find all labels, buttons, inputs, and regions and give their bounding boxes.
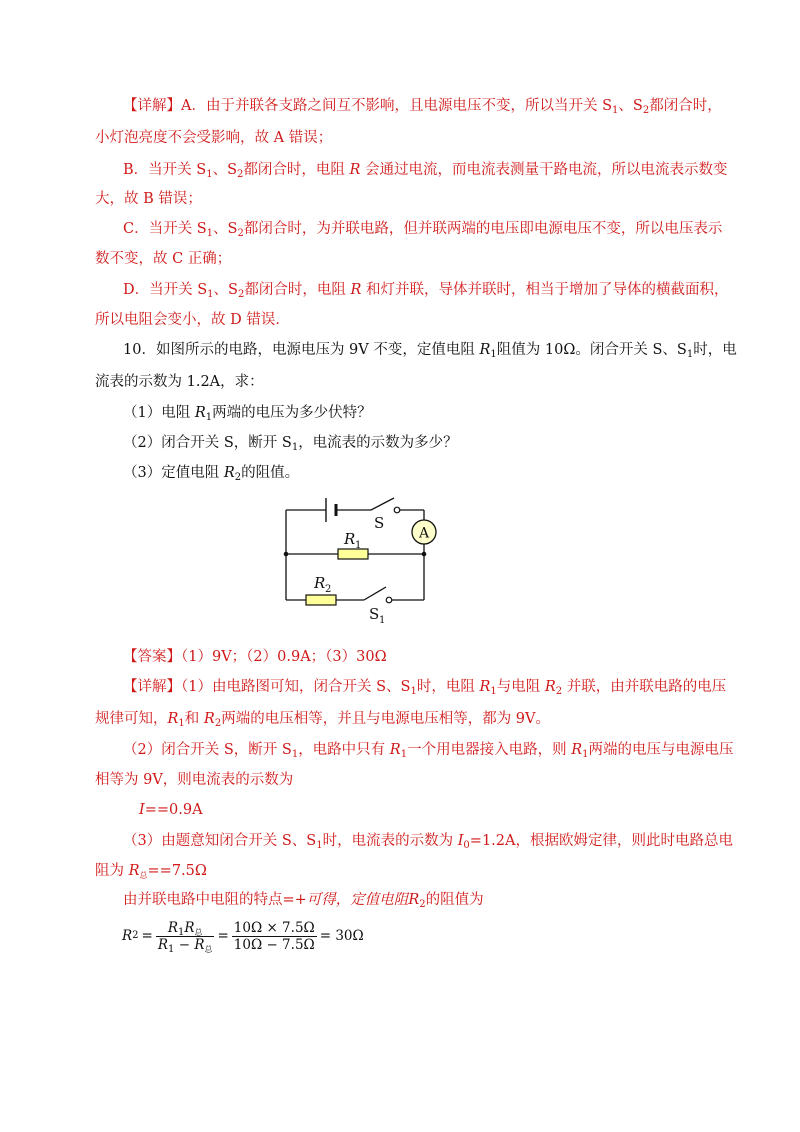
- explain2-p1-line2: 规律可知，$R_1$和 $R_2$两端的电压相等，并且与电源电压相等，都为 9V。: [95, 711, 551, 729]
- question-sub3: （3）定值电阻 $R_2$的阻值。: [123, 465, 300, 483]
- answer-text: （1）9V；（2）0.9A；（3）30Ω: [181, 649, 387, 665]
- final-formula: R 2 = $R_1R_总$ $R_1 - R_总$ = $\frac{10\Omega \times 7.5\Omega}{10\Omega - 7.5\Omega}$ = 30Ω: [122, 919, 364, 955]
- junction-left: [284, 552, 289, 557]
- explain2-p4: 由并联电路中电阻的特点=+可得，定值电阻$R_2$的阻值为: [123, 892, 484, 910]
- explain-a-line1: 【详解】A．由于并联各支路之间互不影响，且电源电压不变，所以当开关 $S_1$、$S_2$都闭合时，: [123, 98, 722, 116]
- explain2-eq1: I==0.9A: [139, 802, 203, 818]
- explain-a-line2: 小灯泡亮度不会受影响，故 A 错误；: [95, 130, 333, 146]
- circuit-diagram: [276, 488, 446, 628]
- question-line1: 10．如图所示的电路，电源电压为 9V 不变，定值电阻 $R_1$阻值为 10Ω。闭合开关 S、$S_1$时，电: [123, 342, 737, 360]
- explain2-p1-line1: 【详解】（1）由电路图可知，闭合开关 S、$S_1$时，电阻 $R_1$与电阻 $R_2$ 并联，由并联电路的电压: [123, 679, 727, 697]
- explain-c-line1: C．当开关 $S_1$、$S_2$都闭合时，为并联电路，但并联两端的电压即电源电压不变，所以电压表示: [123, 221, 723, 239]
- switch-s1-label: S: [369, 605, 380, 623]
- question-line2: 流表的示数为 1.2A，求：: [95, 374, 264, 390]
- explain-c-line2: 数不变，故 C 正确；: [95, 251, 232, 267]
- explain-b-line1: B．当开关 $S_1$、$S_2$都闭合时，电阻 R 会通过电流，而电流表测量干路电流，所以电流表示数变: [123, 162, 728, 180]
- explain-tag: 【详解】: [123, 98, 181, 114]
- r2-label: R: [314, 574, 326, 592]
- explain-d-line1: D．当开关 $S_1$、$S_2$都闭合时，电阻 R 和灯并联，导体并联时，相当于增加了导体的横截面积，: [123, 282, 729, 300]
- switch-s-label: S: [374, 514, 385, 532]
- junction-right: [422, 552, 427, 557]
- fraction-numeric: $\frac{10\Omega \times 7.5\Omega}{10\Omega - 7.5\Omega}$: [233, 919, 315, 953]
- question-sub2: （2）闭合开关 S，断开 $S_1$，电流表的示数为多少？: [123, 435, 458, 453]
- explain2-p2-line1: （2）闭合开关 S，断开 $S_1$，电路中只有 $R_1$一个用电器接入电路，则 $R_1$两端的电压与电源电压: [123, 742, 734, 760]
- explain-d-line2: 所以电阻会变小，故 D 错误．: [95, 312, 290, 328]
- explain2-p2-line2: 相等为 9V，则电流表的示数为: [95, 772, 294, 788]
- question-sub1: （1）电阻 $R_1$两端的电压为多少伏特？: [123, 405, 372, 423]
- explain-b-line2: 大，故 B 错误；: [95, 191, 202, 207]
- explain2-p3-line2: 阻为 $R_总==7.5\Omega$: [95, 863, 207, 880]
- switch-s1-blade: [364, 587, 386, 600]
- explain2-p3-line1: （3）由题意知闭合开关 S、$S_1$时，电流表的示数为 $I_0=1.2A$，根据欧姆定律，则此时电路总电: [123, 833, 733, 851]
- r2-sub: 2: [325, 584, 332, 595]
- formula-result: = 30Ω: [319, 928, 364, 944]
- fraction-symbolic: $R_1R_总$ $R_1 - R_总$: [157, 919, 213, 955]
- answer-line: [123, 647, 387, 667]
- switch-s1-sub: 1: [379, 615, 386, 626]
- ammeter-label: A: [418, 525, 430, 542]
- r1-sub: 1: [355, 540, 362, 551]
- switch-s-contact: [394, 507, 400, 513]
- switch-s1-contact: [386, 597, 392, 603]
- switch-s-blade: [371, 498, 394, 510]
- resistor-r1: [338, 549, 368, 559]
- answer-tag: 【答案】: [123, 649, 181, 665]
- r1-label: R: [344, 530, 356, 548]
- resistor-r2: [306, 595, 336, 605]
